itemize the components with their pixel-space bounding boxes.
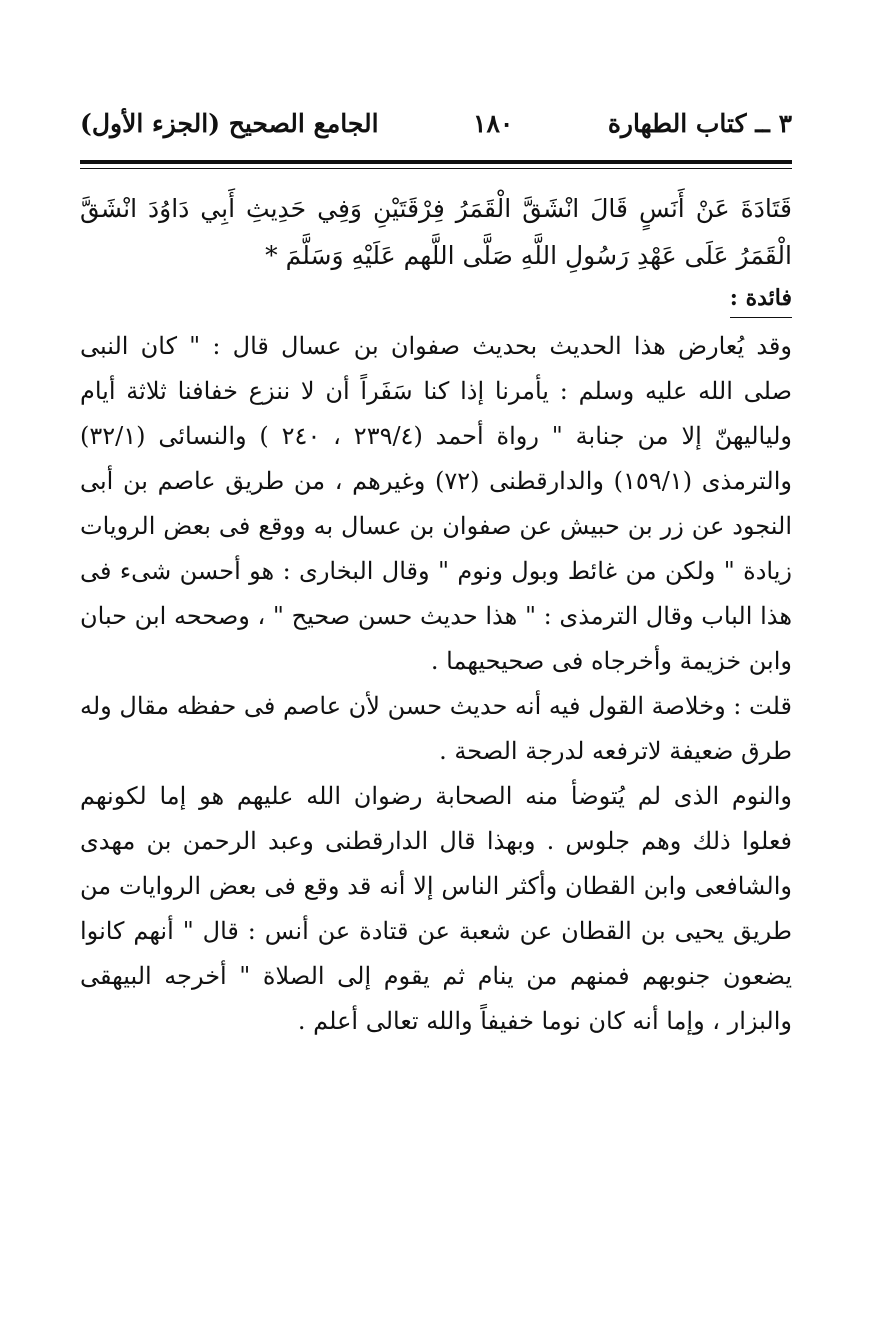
paragraph-3: والنوم الذى لم يُتوضأ منه الصحابة رضوان الله عليهم هو إما لكونهم فعلوا ذلك وهم جلوس . وبهذا قال الدارقطنى وعبد الرحمن بن مهدى والشافعى وابن القطان وأكثر الناس إلا أنه قد وقع فى بعض الروايات من طريق يحيى بن القطان عن شعبة عن قتادة عن أنس : قال " أنهم كانوا يضعون جنوبهم فمنهم من ينام ثم يقوم إلى الصلاة " أخرجه البيهقى والبزار ، وإما أنه كان نوما خفيفاً والله تعالى أعلم . xyxy=(80,782,792,1035)
page-number: ١٨٠ xyxy=(473,109,514,138)
chapter-title: ٣ ــ كتاب الطهارة xyxy=(607,109,792,138)
header-rule-thin xyxy=(80,168,792,169)
book-title: الجامع الصحيح (الجزء الأول) xyxy=(80,109,379,138)
hadith-text: قَتَادَةَ عَنْ أَنَسٍ قَالَ انْشَقَّ الْقَمَرُ فِرْقَتَيْنِ وَفِي حَدِيثِ أَبِي دَاوُدَ انْشَقَّ الْقَمَرُ عَلَى عَهْدِ رَسُولِ اللَّهِ صَلَّى اللَّهم عَلَيْهِ وَسَلَّمَ * xyxy=(80,194,792,270)
header-rule-thick xyxy=(80,160,792,164)
fawaid-label: فائدة : xyxy=(730,281,792,318)
paragraph-2: قلت : وخلاصة القول فيه أنه حديث حسن لأن عاصم فى حفظه مقال وله طرق ضعيفة لاترفعه لدرجة الصحة . xyxy=(79,692,792,765)
paragraph-1: وقد يُعارض هذا الحديث بحديث صفوان بن عسال قال : " كان النبى صلى الله عليه وسلم : يأمرنا إذا كنا سَفَراً أن لا ننزع خفافنا ثلاثة أيام ولياليهنّ إلا من جنابة " رواة أحمد (٢٣٩/٤ ، ٢٤٠ ) والنسائى (٣٢/١) والترمذى (١٥٩/١) والدارقطنى (٧٢) وغيرهم ، من طريق عاصم بن أبى النجود عن زر بن حبيش عن صفوان بن عسال به ووقع فى بعض الرويات زيادة " ولكن من غائط وبول ونوم " وقال البخارى : هو أحسن شىء فى هذا الباب وقال الترمذى : " هذا حديث حسن صحيح " ، وصححه ابن حبان وابن خزيمة وأخرجاه فى صحيحيهما . xyxy=(80,332,792,675)
book-page xyxy=(80,100,792,1044)
page-header xyxy=(80,100,792,148)
